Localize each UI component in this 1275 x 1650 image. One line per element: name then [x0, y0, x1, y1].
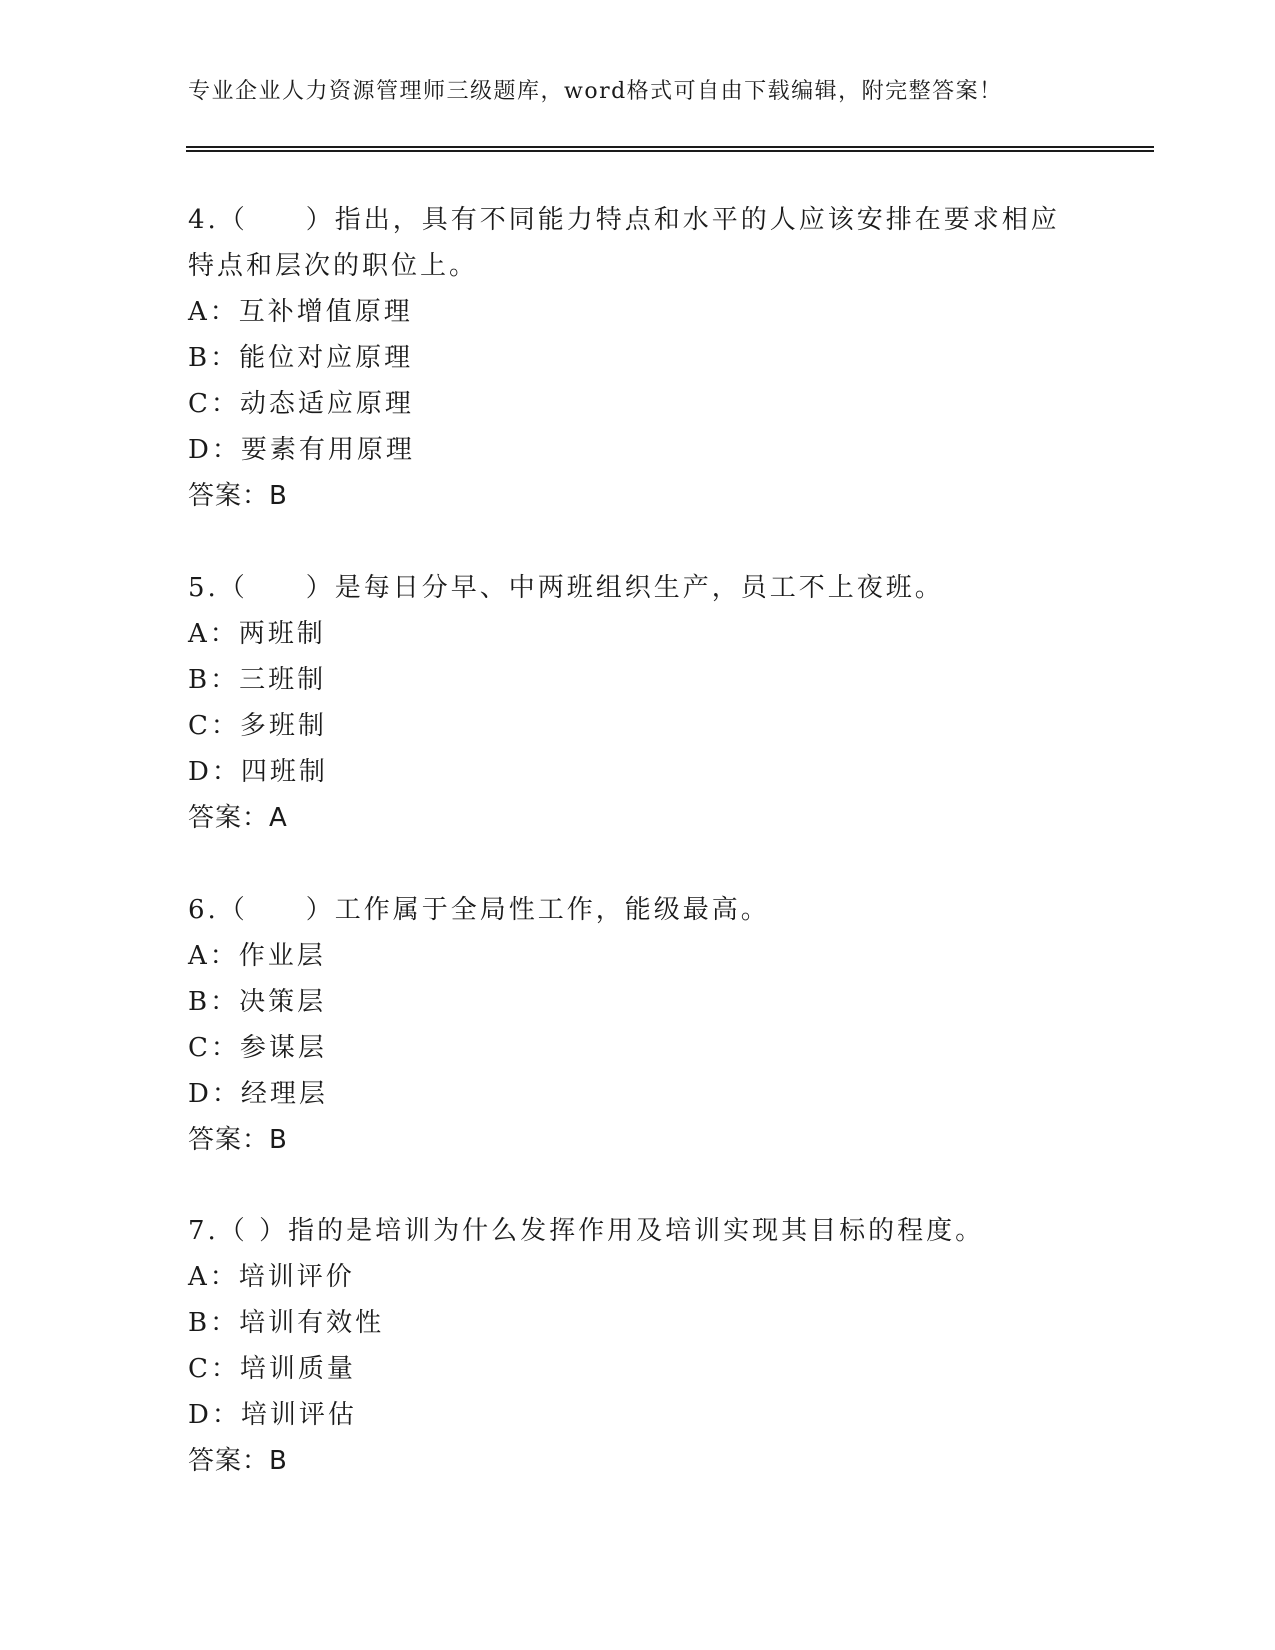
- answer-line: 答案：A: [188, 803, 288, 833]
- option-d: D：四班制: [188, 757, 328, 787]
- header-divider: [186, 146, 1154, 152]
- answer-line: 答案：B: [188, 481, 288, 511]
- option-a: A：两班制: [188, 619, 326, 649]
- option-a: A：培训评价: [188, 1262, 355, 1292]
- option-d: D：要素有用原理: [188, 435, 415, 465]
- question-4: [188, 197, 1088, 519]
- question-stem-line: 5.（ ）是每日分早、中两班组织生产，员工不上夜班。: [188, 573, 944, 603]
- answer-line: 答案：B: [188, 1446, 288, 1476]
- option-b: B：决策层: [188, 987, 327, 1017]
- option-a: A：互补增值原理: [188, 297, 413, 327]
- page-header: 专业企业人力资源管理师三级题库，word格式可自由下载编辑，附完整答案！: [188, 79, 1003, 104]
- answer-line: 答案：B: [188, 1125, 288, 1155]
- option-b: B：能位对应原理: [188, 343, 414, 373]
- option-d: D：培训评估: [188, 1400, 357, 1430]
- question-stem-line: 4.（ ）指出，具有不同能力特点和水平的人应该安排在要求相应: [188, 205, 1060, 235]
- option-c: C：多班制: [188, 711, 327, 741]
- option-c: C：参谋层: [188, 1033, 327, 1063]
- option-c: C：动态适应原理: [188, 389, 414, 419]
- option-b: B：三班制: [188, 665, 327, 695]
- option-a: A：作业层: [188, 941, 326, 971]
- question-stem-line: 7.（ ）指的是培训为什么发挥作用及培训实现其目标的程度。: [188, 1216, 985, 1246]
- option-d: D：经理层: [188, 1079, 328, 1109]
- question-6: [188, 887, 1088, 1163]
- question-7: [188, 1208, 1088, 1484]
- question-stem-line: 特点和层次的职位上。: [188, 251, 479, 281]
- option-b: B：培训有效性: [188, 1308, 385, 1338]
- question-stem-line: 6.（ ）工作属于全局性工作，能级最高。: [188, 895, 770, 925]
- option-c: C：培训质量: [188, 1354, 356, 1384]
- question-5: [188, 565, 1088, 841]
